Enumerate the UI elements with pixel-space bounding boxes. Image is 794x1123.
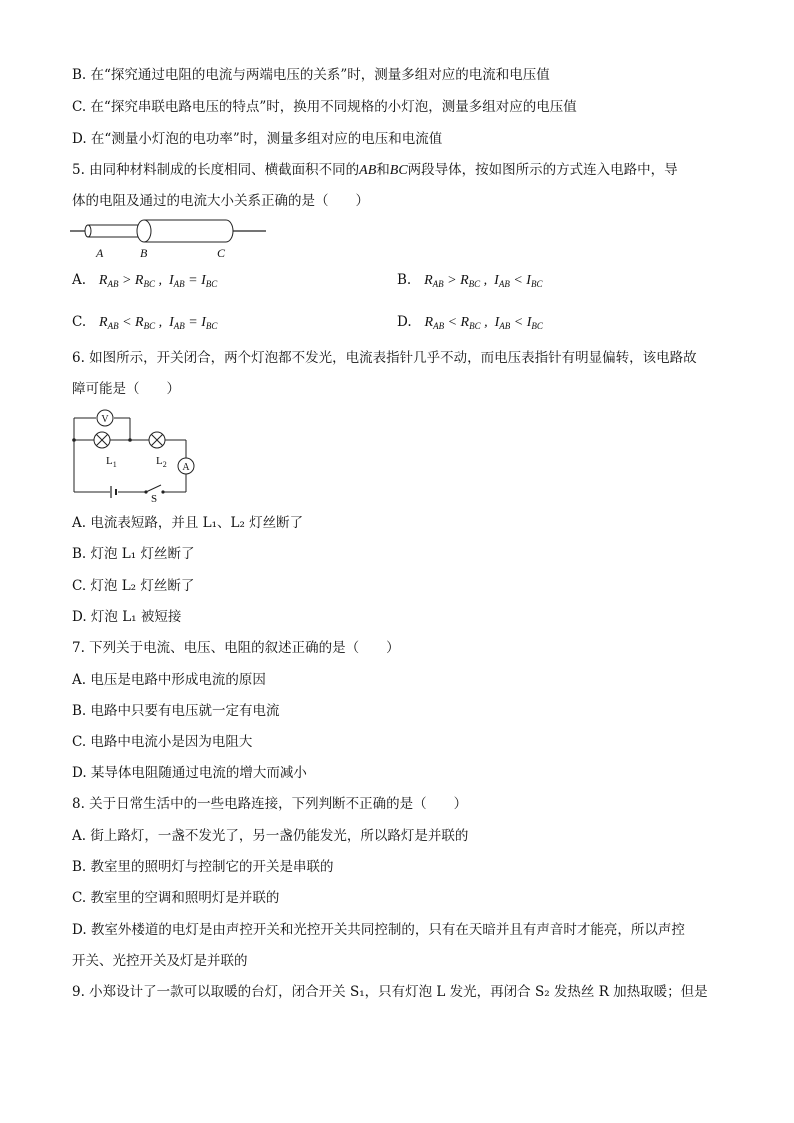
q4-option-d: D. 在“测量小灯泡的电功率”时，测量多组对应的电压和电流值 bbox=[72, 131, 443, 147]
q5-bc-label: BC bbox=[389, 163, 408, 178]
q8-option-d-line1: D. 教室外楼道的电灯是由声控开关和光控开关共同控制的，只有在天暗并且有声音时才能亮，所以声控 bbox=[72, 922, 685, 938]
q6-lamp2-label: $L_2$ bbox=[156, 455, 167, 469]
q4-option-c: C. 在“探究串联电路电压的特点”时，换用不同规格的小灯泡，测量多组对应的电压值 bbox=[72, 99, 577, 115]
q6-stem-line1: 6. 如图所示，开关闭合，两个灯泡都不发光，电流表指针几乎不动，而电压表指针有明显偏转，该电路故 bbox=[72, 350, 697, 366]
q5-and: 和 bbox=[376, 162, 390, 178]
q8-stem: 8. 关于日常生活中的一些电路连接，下列判断不正确的是（ ） bbox=[72, 796, 468, 812]
q7-option-a: A. 电压是电路中形成电流的原因 bbox=[72, 672, 266, 688]
q5-option-c bbox=[72, 313, 217, 335]
q6-option-c: C. 灯泡 L₂ 灯丝断了 bbox=[72, 578, 195, 594]
q5-stem-line2: 体的电阻及通过的电流大小关系正确的是（ ） bbox=[72, 193, 369, 209]
q6-stem-line2: 障可能是（ ） bbox=[72, 381, 180, 397]
q5-option-b-letter: B. bbox=[397, 272, 412, 288]
q5-ab-label: AB bbox=[359, 163, 377, 178]
q5-option-c-math: $R_{AB} < R_{BC}$ , $I_{AB} = I_{BC}$ bbox=[99, 315, 218, 331]
q6-lamp1-label: $L_1$ bbox=[106, 455, 117, 469]
q6-switch-label: S bbox=[151, 493, 158, 502]
q5-conductor-figure bbox=[70, 214, 270, 260]
q7-option-b: B. 电路中只要有电压就一定有电流 bbox=[72, 703, 280, 719]
q5-option-b-math: $R_{AB} > R_{BC}$ , $I_{AB} < I_{BC}$ bbox=[424, 273, 543, 289]
q5-stem-part2: 两段导体，按如图所示的方式连入电路中，导 bbox=[407, 162, 678, 178]
q5-option-d-letter: D. bbox=[397, 314, 412, 330]
q8-option-b: B. 教室里的照明灯与控制它的开关是串联的 bbox=[72, 859, 334, 875]
q7-stem: 7. 下列关于电流、电压、电阻的叙述正确的是（ ） bbox=[72, 640, 400, 656]
q7-option-d: D. 某导体电阻随通过电流的增大而减小 bbox=[72, 765, 307, 781]
q5-option-b bbox=[397, 271, 542, 293]
q6-voltmeter-label: V bbox=[101, 414, 109, 425]
q8-option-a: A. 街上路灯，一盏不发光了，另一盏仍能发光，所以路灯是并联的 bbox=[72, 828, 469, 844]
q6-ammeter-label: A bbox=[182, 462, 190, 473]
q5-option-a bbox=[72, 271, 217, 293]
q5-fig-label-b: B bbox=[140, 246, 148, 260]
q5-option-a-math: $R_{AB} > R_{BC}$ , $I_{AB} = I_{BC}$ bbox=[98, 273, 218, 289]
q6-option-a: A. 电流表短路，并且 L₁、L₂ 灯丝断了 bbox=[72, 515, 304, 531]
q6-option-b: B. 灯泡 L₁ 灯丝断了 bbox=[72, 546, 195, 562]
q8-option-c: C. 教室里的空调和照明灯是并联的 bbox=[72, 890, 280, 906]
q5-option-d-math: $R_{AB} < R_{BC}$ , $I_{AB} < I_{BC}$ bbox=[424, 315, 543, 331]
q5-option-c-letter: C. bbox=[72, 314, 87, 330]
q5-fig-label-a: A bbox=[96, 246, 104, 260]
q9-stem: 9. 小郑设计了一款可以取暖的台灯，闭合开关 S₁，只有灯泡 L 发光，再闭合 S₂ 发热丝 R 加热取暖；但是 bbox=[72, 984, 708, 1000]
q4-option-b: B. 在“探究通过电阻的电流与两端电压的关系”时，测量多组对应的电流和电压值 bbox=[72, 67, 550, 83]
q5-stem-part1: 5. 由同种材料制成的长度相同、横截面积不同的 bbox=[72, 162, 360, 178]
q8-option-d-line2: 开关、光控开关及灯是并联的 bbox=[72, 953, 248, 969]
q5-fig-label-c: C bbox=[217, 246, 226, 260]
q6-option-d: D. 灯泡 L₁ 被短接 bbox=[72, 609, 182, 625]
q7-option-c: C. 电路中电流小是因为电阻大 bbox=[72, 734, 253, 750]
q5-stem-line1 bbox=[72, 161, 678, 180]
q5-option-a-letter: A. bbox=[72, 272, 87, 288]
q6-circuit-figure bbox=[68, 406, 198, 502]
q5-option-d bbox=[397, 313, 543, 335]
